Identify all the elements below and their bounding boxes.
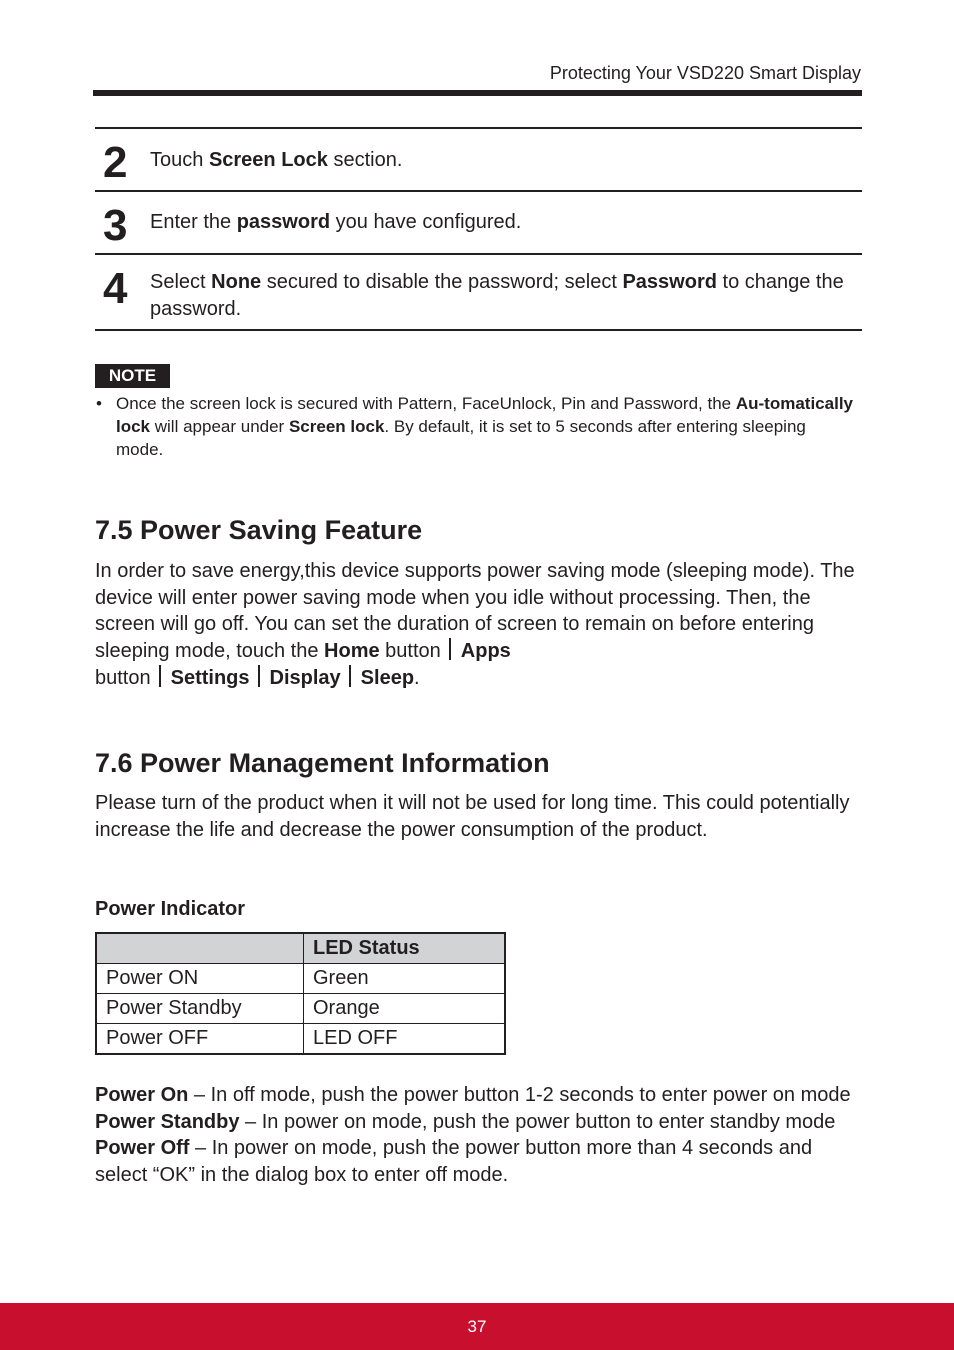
note-text: Once the screen lock is secured with Pattern, FaceUnlock, Pin and Password, the Au-tomatically lock will appear under Screen lock. By default, it is set to 5 seconds after entering sleeping mode. [116, 394, 853, 459]
step-text: Touch Screen Lock section. [150, 149, 403, 171]
table-cell: Power OFF [96, 1024, 304, 1055]
step-row [95, 192, 862, 255]
power-modes-description [95, 1082, 863, 1189]
table-row [96, 1024, 505, 1055]
table-cell: Power Standby [96, 994, 304, 1024]
step-number: 4 [103, 264, 128, 313]
path-separator [258, 665, 260, 687]
steps-list [95, 127, 862, 331]
table-header-row [96, 933, 505, 964]
step-row [95, 255, 862, 331]
section-heading-power-management: 7.6 Power Management Information [95, 748, 550, 778]
path-separator [449, 638, 451, 660]
header-rule [93, 90, 862, 96]
table-cell: LED OFF [304, 1024, 506, 1055]
step-number: 3 [103, 201, 128, 250]
mode-item: Power On – In off mode, push the power button 1-2 seconds to enter power on mode [95, 1084, 851, 1106]
table-header-cell [96, 933, 304, 964]
power-indicator-heading: Power Indicator [95, 898, 246, 920]
mode-item: Power Standby – In power on mode, push the power button to enter standby mode [95, 1110, 836, 1133]
page-number: 37 [467, 1317, 487, 1336]
power-saving-paragraph: In order to save energy,this device supports power saving mode (sleeping mode). The device will enter power saving mode when you idle without processing. Then, the screen will go off. You can set the duration of screen to remain on before entering sleeping mode, touch the Home button Apps button Settings Display Sleep. [95, 560, 855, 689]
step-text: Enter the password you have configured. [150, 211, 522, 233]
footer-bar [0, 1303, 954, 1350]
table-cell: Power ON [96, 964, 304, 994]
step-number: 2 [103, 138, 128, 187]
note-badge: NOTE [95, 364, 170, 388]
mode-item: Power Off – In power on mode, push the power button more than 4 seconds and select “OK” in the dialog box to enter off mode. [95, 1137, 813, 1187]
led-status-table [95, 932, 506, 1055]
note-bullet: • [96, 394, 102, 413]
step-text: Select None secured to disable the password; select Password to change the password. [150, 271, 844, 320]
section-heading-power-saving: 7.5 Power Saving Feature [95, 515, 423, 545]
table-cell: Green [304, 964, 506, 994]
path-separator [349, 665, 351, 687]
power-management-paragraph: Please turn of the product when it will not be used for long time. This could potentially increase the life and decrease the power consumption of the product. [95, 792, 850, 841]
page-header-title: Protecting Your VSD220 Smart Display [549, 63, 861, 83]
table-header-cell: LED Status [304, 933, 506, 964]
table-row [96, 994, 505, 1024]
path-separator [159, 665, 161, 687]
step-row [95, 129, 862, 192]
table-cell: Orange [304, 994, 506, 1024]
table-row [96, 964, 505, 994]
